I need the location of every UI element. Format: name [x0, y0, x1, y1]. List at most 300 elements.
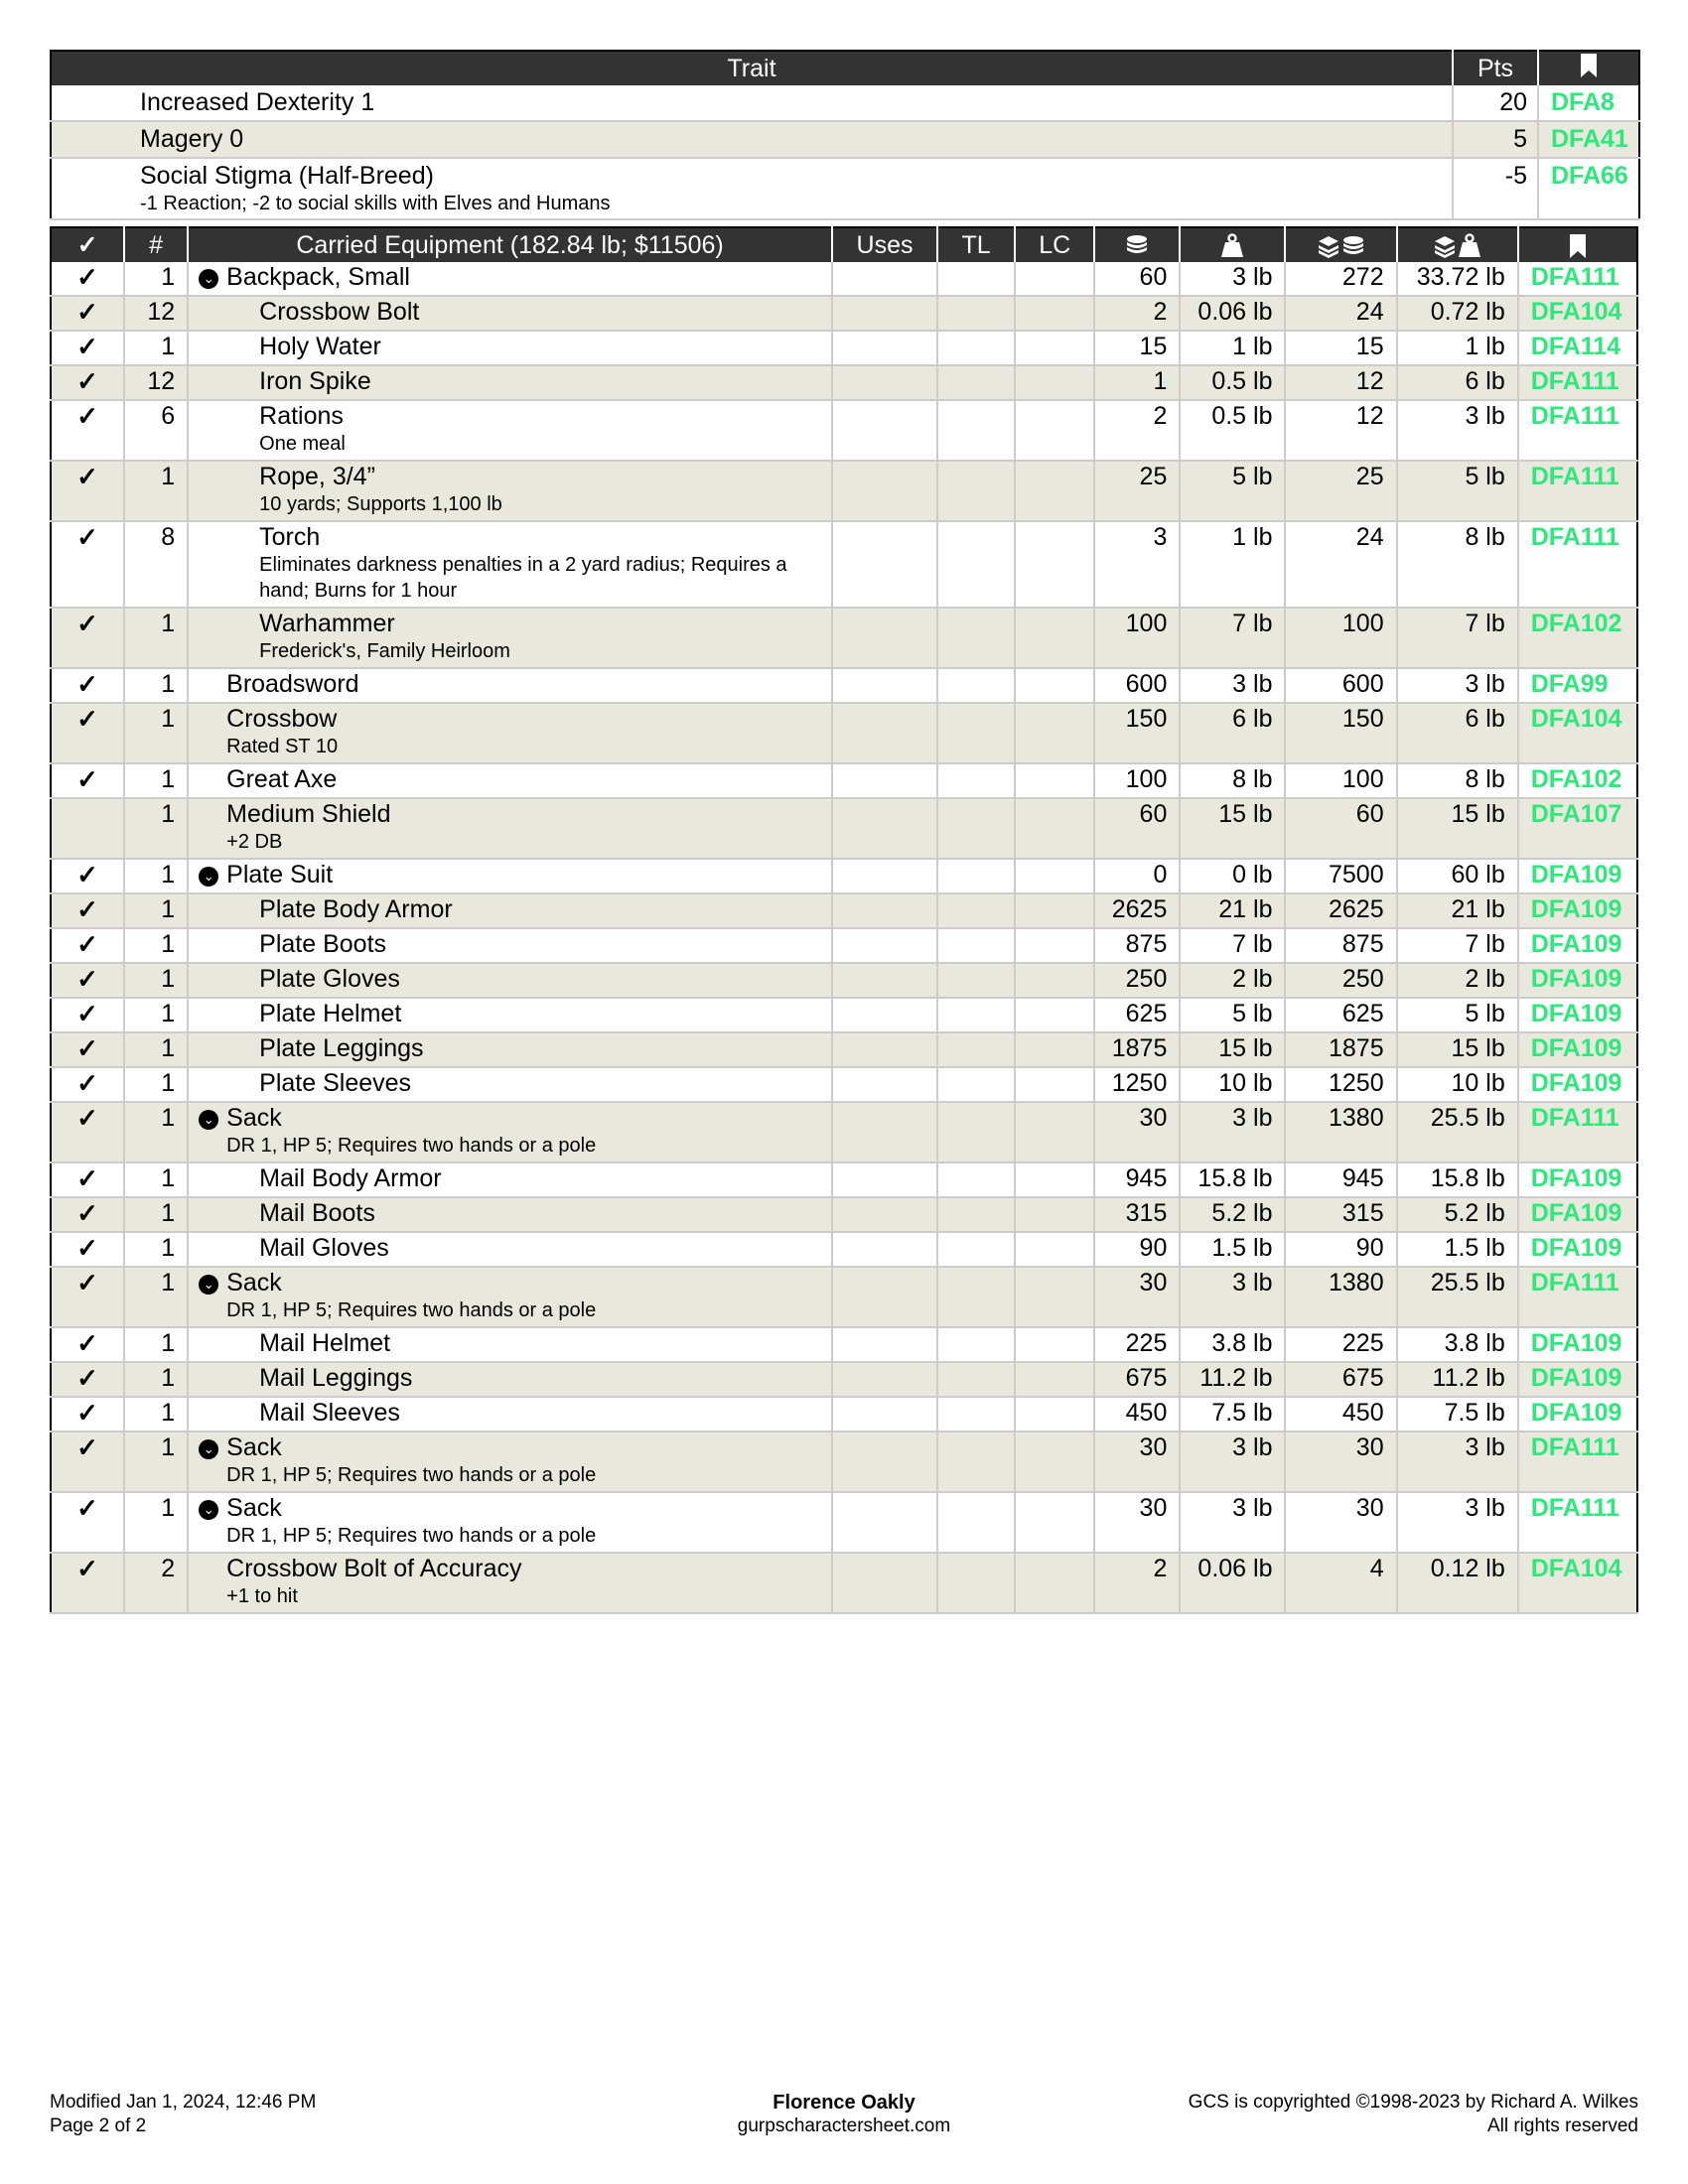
tl-cell[interactable] [937, 1032, 1015, 1067]
weight-cell[interactable]: 2 lb [1180, 963, 1285, 998]
tl-cell[interactable] [937, 1362, 1015, 1397]
reference-link[interactable]: DFA102 [1518, 763, 1637, 798]
tl-cell[interactable] [937, 1197, 1015, 1232]
tl-cell[interactable] [937, 998, 1015, 1032]
value-cell[interactable]: 25 [1094, 461, 1180, 521]
chevron-down-icon[interactable]: ⌄ [199, 1275, 218, 1295]
tl-cell[interactable] [937, 1232, 1015, 1267]
quantity-cell[interactable]: 1 [124, 893, 188, 928]
equipment-row[interactable] [51, 296, 1637, 331]
weight-cell[interactable]: 21 lb [1180, 893, 1285, 928]
weight-cell[interactable]: 0 lb [1180, 859, 1285, 893]
weight-cell[interactable]: 3 lb [1180, 1432, 1285, 1492]
value-cell[interactable]: 1250 [1094, 1067, 1180, 1102]
equipment-row[interactable] [51, 608, 1637, 668]
equipment-row[interactable] [51, 668, 1637, 703]
equipment-row[interactable] [51, 893, 1637, 928]
quantity-cell[interactable]: 1 [124, 1162, 188, 1197]
reference-link[interactable]: DFA109 [1518, 1032, 1637, 1067]
equipped-checkmark[interactable]: ✓ [51, 1197, 124, 1232]
reference-link[interactable]: DFA104 [1518, 1553, 1637, 1613]
value-cell[interactable]: 2625 [1094, 893, 1180, 928]
equipped-checkmark[interactable]: ✓ [51, 1492, 124, 1553]
tl-cell[interactable] [937, 668, 1015, 703]
lc-cell[interactable] [1015, 859, 1094, 893]
equipped-checkmark[interactable]: ✓ [51, 1162, 124, 1197]
quantity-cell[interactable]: 1 [124, 928, 188, 963]
reference-link[interactable]: DFA102 [1518, 608, 1637, 668]
lc-cell[interactable] [1015, 1327, 1094, 1362]
quantity-column-header[interactable]: # [124, 227, 188, 262]
reference-link[interactable]: DFA109 [1518, 893, 1637, 928]
lc-cell[interactable] [1015, 461, 1094, 521]
reference-link[interactable]: DFA109 [1518, 1067, 1637, 1102]
tl-cell[interactable] [937, 963, 1015, 998]
equipped-checkmark[interactable]: ✓ [51, 1432, 124, 1492]
reference-link[interactable]: DFA104 [1518, 703, 1637, 763]
weight-cell[interactable]: 15.8 lb [1180, 1162, 1285, 1197]
weight-cell[interactable]: 5 lb [1180, 998, 1285, 1032]
equipment-row[interactable] [51, 1327, 1637, 1362]
lc-cell[interactable] [1015, 1032, 1094, 1067]
uses-cell[interactable] [832, 703, 937, 763]
quantity-cell[interactable]: 1 [124, 331, 188, 365]
quantity-cell[interactable]: 1 [124, 763, 188, 798]
reference-link[interactable]: DFA109 [1518, 963, 1637, 998]
tl-cell[interactable] [937, 365, 1015, 400]
equipped-checkmark[interactable]: ✓ [51, 893, 124, 928]
uses-cell[interactable] [832, 859, 937, 893]
page-number: Page 2 of 2 [50, 2116, 147, 2136]
tl-cell[interactable] [937, 1397, 1015, 1432]
reference-link[interactable]: DFA109 [1518, 1362, 1637, 1397]
quantity-cell[interactable]: 1 [124, 963, 188, 998]
equipment-row[interactable] [51, 1432, 1637, 1492]
reference-link[interactable]: DFA111 [1518, 1267, 1637, 1327]
lc-cell[interactable] [1015, 400, 1094, 461]
carried-equipment-column-header[interactable]: Carried Equipment (182.84 lb; $11506) [188, 227, 832, 262]
tl-cell[interactable] [937, 1327, 1015, 1362]
equipment-row[interactable] [51, 963, 1637, 998]
weight-cell[interactable]: 10 lb [1180, 1067, 1285, 1102]
quantity-cell[interactable]: 1 [124, 1362, 188, 1397]
uses-column-header[interactable]: Uses [832, 227, 937, 262]
value-cell[interactable]: 2 [1094, 400, 1180, 461]
reference-link[interactable]: DFA109 [1518, 998, 1637, 1032]
uses-cell[interactable] [832, 1327, 937, 1362]
reference-link[interactable]: DFA109 [1518, 1232, 1637, 1267]
equipped-checkmark[interactable]: ✓ [51, 365, 124, 400]
weight-cell[interactable]: 15 lb [1180, 798, 1285, 859]
equipment-row[interactable] [51, 365, 1637, 400]
equipment-row[interactable] [51, 1067, 1637, 1102]
value-cell[interactable]: 1875 [1094, 1032, 1180, 1067]
equipment-row[interactable] [51, 1162, 1637, 1197]
weight-cell[interactable]: 3 lb [1180, 1492, 1285, 1553]
value-cell[interactable]: 675 [1094, 1362, 1180, 1397]
equipment-row[interactable] [51, 461, 1637, 521]
value-cell[interactable]: 0 [1094, 859, 1180, 893]
quantity-cell[interactable]: 1 [124, 262, 188, 296]
lc-cell[interactable] [1015, 963, 1094, 998]
tl-cell[interactable] [937, 1162, 1015, 1197]
weight-cell[interactable]: 0.06 lb [1180, 296, 1285, 331]
chevron-down-icon[interactable]: ⌄ [199, 867, 218, 887]
equipped-checkmark[interactable]: ✓ [51, 1327, 124, 1362]
lc-cell[interactable] [1015, 893, 1094, 928]
equipped-checkmark[interactable]: ✓ [51, 331, 124, 365]
equipped-checkmark[interactable]: ✓ [51, 668, 124, 703]
tl-cell[interactable] [937, 798, 1015, 859]
value-column-header[interactable] [1094, 227, 1180, 262]
equipment-row[interactable] [51, 1032, 1637, 1067]
value-cell[interactable]: 625 [1094, 998, 1180, 1032]
uses-cell[interactable] [832, 963, 937, 998]
quantity-cell[interactable]: 1 [124, 1197, 188, 1232]
reference-link[interactable]: DFA111 [1518, 365, 1637, 400]
reference-link[interactable]: DFA114 [1518, 331, 1637, 365]
quantity-cell[interactable]: 1 [124, 461, 188, 521]
value-cell[interactable]: 225 [1094, 1327, 1180, 1362]
quantity-cell[interactable]: 8 [124, 521, 188, 608]
lc-cell[interactable] [1015, 998, 1094, 1032]
equipment-row[interactable] [51, 763, 1637, 798]
uses-cell[interactable] [832, 331, 937, 365]
reference-link[interactable]: DFA109 [1518, 1397, 1637, 1432]
trait-column-header[interactable]: Trait [51, 51, 1453, 85]
uses-cell[interactable] [832, 1032, 937, 1067]
trait-reference-link[interactable]: DFA66 [1538, 158, 1639, 219]
value-cell[interactable]: 600 [1094, 668, 1180, 703]
weight-cell[interactable]: 7 lb [1180, 928, 1285, 963]
equipped-checkmark[interactable]: ✓ [51, 859, 124, 893]
value-cell[interactable]: 100 [1094, 763, 1180, 798]
tl-cell[interactable] [937, 703, 1015, 763]
weight-cell[interactable]: 5 lb [1180, 461, 1285, 521]
equipped-checkmark[interactable]: ✓ [51, 1362, 124, 1397]
equipped-checkmark[interactable]: ✓ [51, 928, 124, 963]
lc-cell[interactable] [1015, 798, 1094, 859]
lc-cell[interactable] [1015, 1197, 1094, 1232]
equipment-row[interactable] [51, 1102, 1637, 1162]
lc-cell[interactable] [1015, 1397, 1094, 1432]
uses-cell[interactable] [832, 1397, 937, 1432]
equipment-row[interactable] [51, 400, 1637, 461]
uses-cell[interactable] [832, 461, 937, 521]
equipment-row[interactable] [51, 998, 1637, 1032]
quantity-cell[interactable]: 1 [124, 1327, 188, 1362]
weight-cell[interactable]: 3 lb [1180, 1102, 1285, 1162]
equipped-checkmark[interactable] [51, 798, 124, 859]
equipment-row[interactable] [51, 798, 1637, 859]
reference-link[interactable]: DFA107 [1518, 798, 1637, 859]
equipment-row[interactable] [51, 1232, 1637, 1267]
trait-row[interactable] [51, 158, 1639, 219]
equipment-row[interactable] [51, 928, 1637, 963]
uses-cell[interactable] [832, 798, 937, 859]
lc-cell[interactable] [1015, 928, 1094, 963]
quantity-cell[interactable]: 6 [124, 400, 188, 461]
weight-cell[interactable]: 7.5 lb [1180, 1397, 1285, 1432]
weight-column-header[interactable] [1180, 227, 1285, 262]
quantity-cell[interactable]: 1 [124, 608, 188, 668]
tl-cell[interactable] [937, 608, 1015, 668]
equipment-row[interactable] [51, 1267, 1637, 1327]
trait-reference-link[interactable]: DFA41 [1538, 121, 1639, 158]
tl-cell[interactable] [937, 763, 1015, 798]
equipment-row[interactable] [51, 703, 1637, 763]
value-cell[interactable]: 2 [1094, 296, 1180, 331]
reference-link[interactable]: DFA111 [1518, 521, 1637, 608]
equipment-row[interactable] [51, 1397, 1637, 1432]
tl-cell[interactable] [937, 400, 1015, 461]
uses-cell[interactable] [832, 1102, 937, 1162]
reference-link[interactable]: DFA111 [1518, 461, 1637, 521]
equipment-row[interactable] [51, 331, 1637, 365]
quantity-cell[interactable]: 1 [124, 1397, 188, 1432]
reference-link[interactable]: DFA109 [1518, 928, 1637, 963]
lc-cell[interactable] [1015, 365, 1094, 400]
equipment-row[interactable] [51, 1197, 1637, 1232]
equipped-checkmark[interactable]: ✓ [51, 1032, 124, 1067]
uses-cell[interactable] [832, 763, 937, 798]
weight-cell[interactable]: 6 lb [1180, 703, 1285, 763]
equipped-checkmark[interactable]: ✓ [51, 1102, 124, 1162]
tl-cell[interactable] [937, 331, 1015, 365]
lc-cell[interactable] [1015, 1432, 1094, 1492]
tl-cell[interactable] [937, 1432, 1015, 1492]
uses-cell[interactable] [832, 928, 937, 963]
trait-reference-link[interactable]: DFA8 [1538, 85, 1639, 121]
uses-cell[interactable] [832, 1267, 937, 1327]
uses-cell[interactable] [832, 1432, 937, 1492]
value-cell[interactable]: 1 [1094, 365, 1180, 400]
equipped-checkmark[interactable]: ✓ [51, 296, 124, 331]
weight-cell[interactable]: 1 lb [1180, 521, 1285, 608]
quantity-cell[interactable]: 1 [124, 1432, 188, 1492]
quantity-cell[interactable]: 1 [124, 798, 188, 859]
weight-cell[interactable]: 7 lb [1180, 608, 1285, 668]
tl-cell[interactable] [937, 461, 1015, 521]
lc-cell[interactable] [1015, 1267, 1094, 1327]
uses-cell[interactable] [832, 1162, 937, 1197]
value-cell[interactable]: 100 [1094, 608, 1180, 668]
lc-cell[interactable] [1015, 331, 1094, 365]
tl-column-header[interactable]: TL [937, 227, 1015, 262]
quantity-cell[interactable]: 12 [124, 296, 188, 331]
uses-cell[interactable] [832, 893, 937, 928]
equipment-row[interactable] [51, 859, 1637, 893]
weight-cell[interactable]: 15 lb [1180, 1032, 1285, 1067]
equipment-row[interactable] [51, 1553, 1637, 1613]
reference-link[interactable]: DFA111 [1518, 1102, 1637, 1162]
equipped-column-header[interactable]: ✓ [51, 227, 124, 262]
weight-cell[interactable]: 11.2 lb [1180, 1362, 1285, 1397]
weight-cell[interactable]: 8 lb [1180, 763, 1285, 798]
reference-link[interactable]: DFA104 [1518, 296, 1637, 331]
quantity-cell[interactable]: 1 [124, 1267, 188, 1327]
lc-cell[interactable] [1015, 262, 1094, 296]
weight-cell[interactable]: 3 lb [1180, 1267, 1285, 1327]
equipment-row[interactable] [51, 1492, 1637, 1553]
equipment-row[interactable] [51, 262, 1637, 296]
uses-cell[interactable] [832, 1232, 937, 1267]
description-cell [188, 1162, 832, 1197]
value-cell[interactable]: 60 [1094, 798, 1180, 859]
equipped-checkmark[interactable]: ✓ [51, 998, 124, 1032]
value-cell[interactable]: 450 [1094, 1397, 1180, 1432]
tl-cell[interactable] [937, 1102, 1015, 1162]
uses-cell[interactable] [832, 608, 937, 668]
tl-cell[interactable] [937, 1492, 1015, 1553]
pts-column-header[interactable]: Pts [1453, 51, 1538, 85]
uses-cell[interactable] [832, 521, 937, 608]
equipped-checkmark[interactable]: ✓ [51, 262, 124, 296]
tl-cell[interactable] [937, 521, 1015, 608]
equipment-row[interactable] [51, 521, 1637, 608]
tl-cell[interactable] [937, 928, 1015, 963]
value-cell[interactable]: 250 [1094, 963, 1180, 998]
equipped-checkmark[interactable]: ✓ [51, 1397, 124, 1432]
lc-cell[interactable] [1015, 1362, 1094, 1397]
value-cell[interactable]: 315 [1094, 1197, 1180, 1232]
lc-cell[interactable] [1015, 703, 1094, 763]
weight-cell[interactable]: 3.8 lb [1180, 1327, 1285, 1362]
equipped-checkmark[interactable]: ✓ [51, 1267, 124, 1327]
quantity-cell[interactable]: 12 [124, 365, 188, 400]
value-cell[interactable]: 150 [1094, 703, 1180, 763]
lc-cell[interactable] [1015, 1492, 1094, 1553]
value-cell[interactable]: 2 [1094, 1553, 1180, 1613]
weight-cell[interactable]: 0.5 lb [1180, 365, 1285, 400]
equipped-checkmark[interactable]: ✓ [51, 521, 124, 608]
value-cell[interactable]: 3 [1094, 521, 1180, 608]
reference-column-header[interactable] [1518, 227, 1637, 262]
weight-cell[interactable]: 3 lb [1180, 668, 1285, 703]
uses-cell[interactable] [832, 998, 937, 1032]
uses-cell[interactable] [832, 365, 937, 400]
uses-cell[interactable] [832, 1362, 937, 1397]
uses-cell[interactable] [832, 296, 937, 331]
extended-weight-column-header[interactable] [1397, 227, 1518, 262]
lc-cell[interactable] [1015, 1553, 1094, 1613]
quantity-cell[interactable]: 1 [124, 1032, 188, 1067]
value-cell[interactable]: 30 [1094, 1492, 1180, 1553]
reference-link[interactable]: DFA109 [1518, 1197, 1637, 1232]
reference-link[interactable]: DFA111 [1518, 400, 1637, 461]
reference-link[interactable]: DFA109 [1518, 859, 1637, 893]
weight-cell[interactable]: 0.5 lb [1180, 400, 1285, 461]
value-cell[interactable]: 60 [1094, 262, 1180, 296]
quantity-cell[interactable]: 1 [124, 1232, 188, 1267]
tl-cell[interactable] [937, 1553, 1015, 1613]
weight-cell[interactable]: 5.2 lb [1180, 1197, 1285, 1232]
chevron-down-icon[interactable]: ⌄ [199, 269, 218, 289]
tl-cell[interactable] [937, 859, 1015, 893]
value-cell[interactable]: 30 [1094, 1102, 1180, 1162]
trait-row[interactable] [51, 85, 1639, 121]
lc-cell[interactable] [1015, 1067, 1094, 1102]
tl-cell[interactable] [937, 262, 1015, 296]
extended-value-cell: 24 [1285, 521, 1396, 608]
reference-link[interactable]: DFA111 [1518, 1432, 1637, 1492]
equipped-checkmark[interactable]: ✓ [51, 1553, 124, 1613]
equipped-checkmark[interactable]: ✓ [51, 703, 124, 763]
tl-cell[interactable] [937, 1067, 1015, 1102]
uses-cell[interactable] [832, 262, 937, 296]
value-cell[interactable]: 15 [1094, 331, 1180, 365]
weight-cell[interactable]: 1.5 lb [1180, 1232, 1285, 1267]
value-cell[interactable]: 30 [1094, 1432, 1180, 1492]
equipment-row[interactable] [51, 1362, 1637, 1397]
chevron-down-icon[interactable]: ⌄ [199, 1110, 218, 1130]
lc-cell[interactable] [1015, 521, 1094, 608]
reference-link[interactable]: DFA109 [1518, 1162, 1637, 1197]
quantity-cell[interactable]: 2 [124, 1553, 188, 1613]
uses-cell[interactable] [832, 400, 937, 461]
value-cell[interactable]: 90 [1094, 1232, 1180, 1267]
lc-cell[interactable] [1015, 608, 1094, 668]
website-link[interactable]: gurpscharactersheet.com [737, 2116, 951, 2136]
uses-cell[interactable] [832, 1067, 937, 1102]
uses-cell[interactable] [832, 1553, 937, 1613]
value-cell[interactable]: 945 [1094, 1162, 1180, 1197]
quantity-cell[interactable]: 1 [124, 1492, 188, 1553]
uses-cell[interactable] [832, 1197, 937, 1232]
reference-link[interactable]: DFA99 [1518, 668, 1637, 703]
equipped-checkmark[interactable]: ✓ [51, 1232, 124, 1267]
reference-link[interactable]: DFA111 [1518, 262, 1637, 296]
chevron-down-icon[interactable]: ⌄ [199, 1439, 218, 1459]
quantity-cell[interactable]: 1 [124, 859, 188, 893]
equipped-checkmark[interactable]: ✓ [51, 763, 124, 798]
trait-row[interactable] [51, 121, 1639, 158]
reference-column-header[interactable] [1538, 51, 1639, 85]
reference-link[interactable]: DFA111 [1518, 1492, 1637, 1553]
lc-column-header[interactable]: LC [1015, 227, 1094, 262]
quantity-cell[interactable]: 1 [124, 1067, 188, 1102]
uses-cell[interactable] [832, 668, 937, 703]
uses-cell[interactable] [832, 1492, 937, 1553]
weight-cell[interactable]: 1 lb [1180, 331, 1285, 365]
extended-value-column-header[interactable] [1285, 227, 1396, 262]
lc-cell[interactable] [1015, 1232, 1094, 1267]
equipped-checkmark[interactable]: ✓ [51, 400, 124, 461]
tl-cell[interactable] [937, 893, 1015, 928]
lc-cell[interactable] [1015, 296, 1094, 331]
weight-cell[interactable]: 0.06 lb [1180, 1553, 1285, 1613]
weight-cell[interactable]: 3 lb [1180, 262, 1285, 296]
quantity-cell[interactable]: 1 [124, 703, 188, 763]
lc-cell[interactable] [1015, 668, 1094, 703]
tl-cell[interactable] [937, 296, 1015, 331]
chevron-down-icon[interactable]: ⌄ [199, 1500, 218, 1520]
lc-cell[interactable] [1015, 1162, 1094, 1197]
quantity-cell[interactable]: 1 [124, 998, 188, 1032]
reference-link[interactable]: DFA109 [1518, 1327, 1637, 1362]
equipped-checkmark[interactable]: ✓ [51, 608, 124, 668]
tl-cell[interactable] [937, 1267, 1015, 1327]
equipped-checkmark[interactable]: ✓ [51, 461, 124, 521]
equipped-checkmark[interactable]: ✓ [51, 963, 124, 998]
equipped-checkmark[interactable]: ✓ [51, 1067, 124, 1102]
lc-cell[interactable] [1015, 1102, 1094, 1162]
quantity-cell[interactable]: 1 [124, 1102, 188, 1162]
lc-cell[interactable] [1015, 763, 1094, 798]
value-cell[interactable]: 30 [1094, 1267, 1180, 1327]
value-cell[interactable]: 875 [1094, 928, 1180, 963]
quantity-cell[interactable]: 1 [124, 668, 188, 703]
